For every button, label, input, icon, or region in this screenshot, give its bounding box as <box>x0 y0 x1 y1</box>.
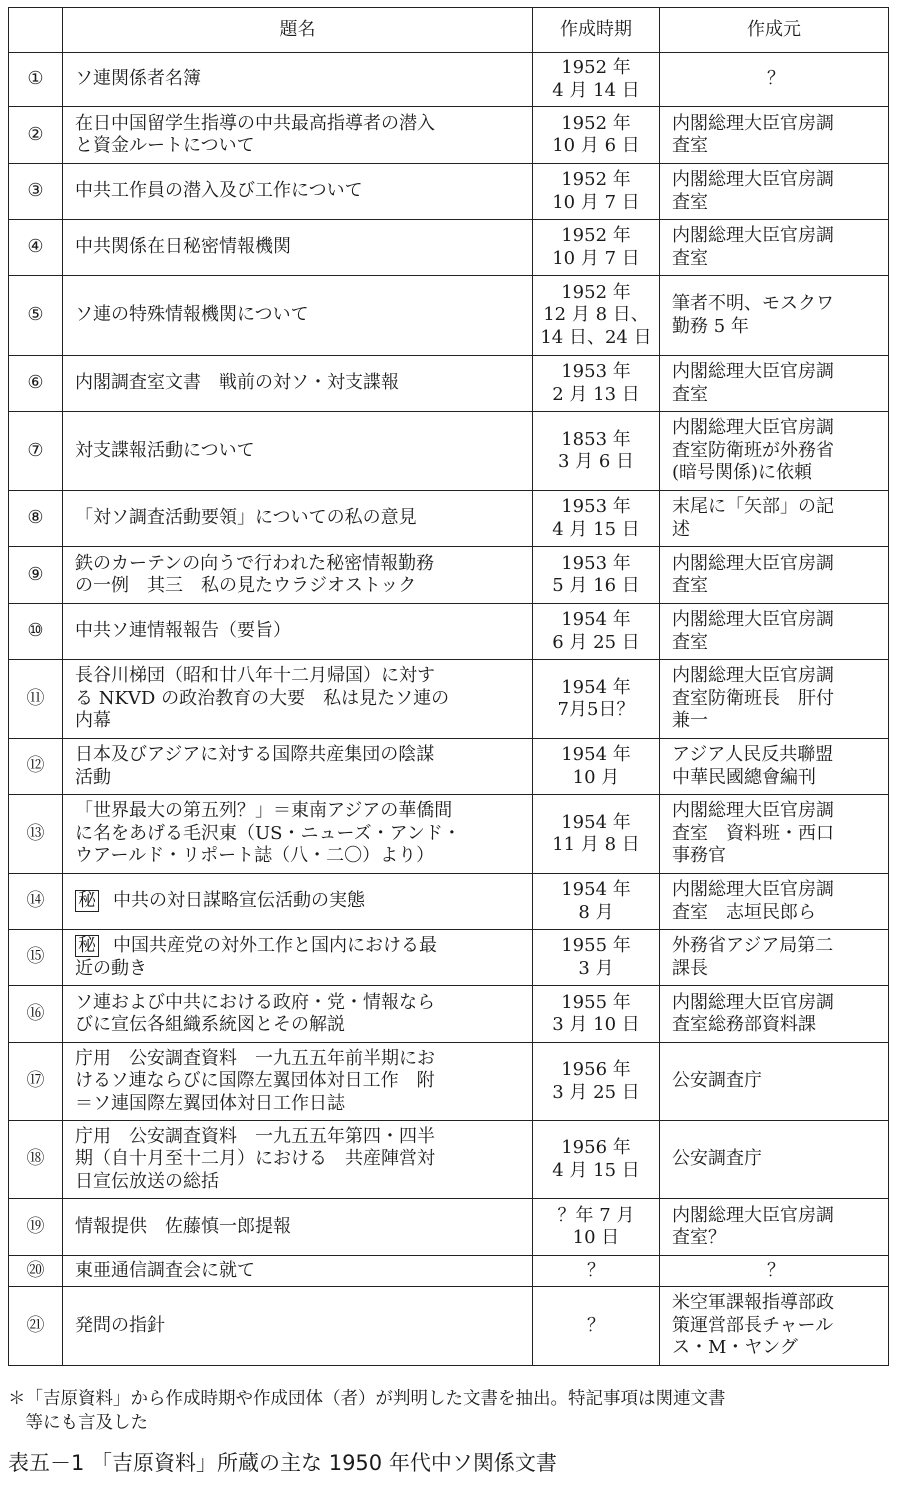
creation-date-cell <box>533 874 660 930</box>
creation-date: 1955 年 3 月 10 日 <box>552 991 640 1035</box>
origin: 内閣総理大臣官房調 査室 <box>672 361 834 405</box>
creation-date: 1954 年 8 月 <box>561 879 631 923</box>
document-title-cell <box>63 276 533 356</box>
header-date: 作成時期 <box>533 8 660 53</box>
row-number: ⑥ <box>9 356 63 412</box>
origin-cell <box>660 107 889 164</box>
origin: 内閣総理大臣官房調 査室？ <box>672 1204 834 1248</box>
table-row <box>9 356 889 412</box>
document-title-cell <box>63 107 533 164</box>
creation-date: 1953 年 2 月 13 日 <box>552 361 640 405</box>
document-title-cell <box>63 53 533 107</box>
creation-date-cell <box>533 739 660 795</box>
origin: 内閣総理大臣官房調 査室防衛班が外務省 (暗号関係)に依頼 <box>672 417 834 484</box>
creation-date-cell <box>533 1287 660 1366</box>
creation-date-cell <box>533 412 660 491</box>
table-row <box>9 660 889 739</box>
row-number: ㉑ <box>9 1287 63 1366</box>
origin-cell <box>660 1043 889 1121</box>
origin-cell <box>660 276 889 356</box>
row-number: ⑪ <box>9 660 63 739</box>
secret-stamp: 秘 <box>75 890 99 912</box>
table-row <box>9 930 889 986</box>
origin: 内閣総理大臣官房調 査室 <box>672 609 834 653</box>
header-origin: 作成元 <box>660 8 889 53</box>
document-title: 内閣調査室文書 戦前の対ソ・対支諜報 <box>75 372 399 394</box>
document-title-cell <box>63 1043 533 1121</box>
origin-cell <box>660 874 889 930</box>
table-row <box>9 547 889 604</box>
document-title: 中共工作員の潜入及び工作について <box>75 180 363 202</box>
row-number: ⑬ <box>9 795 63 874</box>
row-number: ① <box>9 53 63 107</box>
document-title-cell <box>63 874 533 930</box>
origin: 内閣総理大臣官房調 査室防衛班長 肝付 兼一 <box>672 665 834 732</box>
table-row <box>9 53 889 107</box>
origin-cell <box>660 795 889 874</box>
row-number: ⑭ <box>9 874 63 930</box>
table-row <box>9 220 889 276</box>
creation-date: ？年 7 月 10 日 <box>557 1204 635 1248</box>
creation-date-cell <box>533 1121 660 1199</box>
document-title-cell <box>63 930 533 986</box>
creation-date: 1954 年 7月5日？ <box>557 676 635 720</box>
row-number: ④ <box>9 220 63 276</box>
creation-date-cell <box>533 1256 660 1287</box>
document-title-cell <box>63 220 533 276</box>
origin: 内閣総理大臣官房調 査室総務部資料課 <box>672 991 834 1035</box>
table-row <box>9 795 889 874</box>
document-title-cell <box>63 1287 533 1366</box>
row-number: ⑳ <box>9 1256 63 1287</box>
row-number: ② <box>9 107 63 164</box>
origin-cell <box>660 220 889 276</box>
creation-date: 1952 年 12 月 8 日、 14 日、24 日 <box>540 281 652 348</box>
origin: 内閣総理大臣官房調 査室 資料班・西口 事務官 <box>672 800 834 867</box>
origin: アジア人民反共聯盟 中華民國總會編刊 <box>672 744 834 788</box>
document-title: 庁用 公安調査資料 一九五五年前半期にお けるソ連ならびに国際左翼団体対日工作 附 ＝ソ連国際左翼団体対日工作日誌 <box>75 1047 435 1114</box>
creation-date-cell <box>533 986 660 1043</box>
creation-date-cell <box>533 1199 660 1256</box>
origin-cell <box>660 412 889 491</box>
origin: ？ <box>767 68 785 90</box>
row-number: ③ <box>9 164 63 220</box>
origin: 内閣総理大臣官房調 査室 <box>672 169 834 213</box>
secret-stamp: 秘 <box>75 935 99 957</box>
creation-date: 1952 年 10 月 7 日 <box>552 169 640 213</box>
creation-date-cell <box>533 220 660 276</box>
row-number: ⑩ <box>9 604 63 660</box>
origin-cell <box>660 1256 889 1287</box>
table-body <box>9 53 889 1366</box>
creation-date-cell <box>533 164 660 220</box>
origin: 米空軍課報指導部政 策運営部長チャール ス・M・ヤング <box>672 1292 834 1359</box>
table-row <box>9 986 889 1043</box>
row-number: ⑤ <box>9 276 63 356</box>
creation-date-cell <box>533 660 660 739</box>
creation-date: 1952 年 10 月 6 日 <box>552 112 640 156</box>
document-title: 「世界最大の第五列？」＝東南アジアの華僑間 に名をあげる毛沢東（US・ニューズ・アンド・ ウアールド・リポート誌（八・二〇）より） <box>75 800 461 867</box>
creation-date: 1956 年 3 月 25 日 <box>552 1059 640 1103</box>
creation-date-cell <box>533 604 660 660</box>
creation-date-cell <box>533 930 660 986</box>
origin: 内閣総理大臣官房調 査室 <box>672 112 834 156</box>
document-title-cell <box>63 660 533 739</box>
document-title-cell <box>63 356 533 412</box>
document-title: 対支諜報活動について <box>75 439 255 461</box>
creation-date-cell <box>533 1043 660 1121</box>
document-title: 鉄のカーテンの向うで行われた秘密情報勤務 の一例 其三 私の見たウラジオストック <box>75 552 435 596</box>
table-row <box>9 412 889 491</box>
row-number: ⑯ <box>9 986 63 1043</box>
creation-date-cell <box>533 547 660 604</box>
document-title: 中共関係在日秘密情報機関 <box>75 236 291 258</box>
row-number: ⑫ <box>9 739 63 795</box>
origin-cell <box>660 164 889 220</box>
row-number: ⑱ <box>9 1121 63 1199</box>
creation-date-cell <box>533 53 660 107</box>
origin-cell <box>660 660 889 739</box>
origin: 公安調査庁 <box>672 1148 762 1170</box>
document-title-cell <box>63 1256 533 1287</box>
origin-cell <box>660 53 889 107</box>
table-row <box>9 874 889 930</box>
creation-date: 1954 年 10 月 <box>561 744 631 788</box>
creation-date: 1853 年 3 月 6 日 <box>557 428 635 472</box>
document-title: ソ連関係者名簿 <box>75 68 201 90</box>
document-title-cell <box>63 547 533 604</box>
row-number: ⑨ <box>9 547 63 604</box>
table-row <box>9 1043 889 1121</box>
origin-cell <box>660 356 889 412</box>
creation-date: 1952 年 4 月 14 日 <box>552 57 640 101</box>
document-title: 日本及びアジアに対する国際共産集団の陰謀 活動 <box>75 744 435 788</box>
origin-cell <box>660 930 889 986</box>
document-title-cell <box>63 1121 533 1199</box>
origin-cell <box>660 986 889 1043</box>
document-title: 「対ソ調査活動要領」についての私の意見 <box>75 507 417 529</box>
document-title: 中共ソ連情報報告（要旨） <box>75 620 291 642</box>
creation-date-cell <box>533 795 660 874</box>
origin: 公安調査庁 <box>672 1070 762 1092</box>
table-row <box>9 604 889 660</box>
document-title-cell <box>63 604 533 660</box>
creation-date: ？ <box>587 1314 605 1336</box>
document-title-cell <box>63 739 533 795</box>
origin: 筆者不明、モスクワ 勤務 5 年 <box>672 293 834 337</box>
header-number <box>9 8 63 53</box>
creation-date: 1954 年 11 月 8 日 <box>552 811 640 855</box>
document-title: 中共の対日謀略宣伝活動の実態 <box>113 890 365 912</box>
table-header-row <box>9 8 889 53</box>
origin: 内閣総理大臣官房調 査室 <box>672 225 834 269</box>
row-number: ⑮ <box>9 930 63 986</box>
creation-date-cell <box>533 276 660 356</box>
table-row <box>9 739 889 795</box>
creation-date: 1956 年 4 月 15 日 <box>552 1137 640 1181</box>
origin-cell <box>660 1121 889 1199</box>
table-row <box>9 1256 889 1287</box>
document-title: 長谷川梯団（昭和廿八年十二月帰国）に対す る NKVD の政治教育の大要 私は見たソ連の 内幕 <box>75 665 450 732</box>
row-number: ⑦ <box>9 412 63 491</box>
table-row <box>9 164 889 220</box>
origin-cell <box>660 739 889 795</box>
table-row <box>9 491 889 547</box>
origin-cell <box>660 491 889 547</box>
document-title-cell <box>63 412 533 491</box>
table-row <box>9 107 889 164</box>
row-number: ⑧ <box>9 491 63 547</box>
table-row <box>9 276 889 356</box>
creation-date-cell <box>533 491 660 547</box>
creation-date: ？ <box>587 1259 605 1281</box>
creation-date: 1953 年 5 月 16 日 <box>552 552 640 596</box>
creation-date-cell <box>533 107 660 164</box>
origin: 末尾に「矢部」の記 述 <box>672 496 834 540</box>
document-title: 在日中国留学生指導の中共最高指導者の潜入 と資金ルートについて <box>75 112 435 156</box>
origin: 内閣総理大臣官房調 査室 志垣民郎ら <box>672 879 834 923</box>
table-row <box>9 1287 889 1366</box>
origin-cell <box>660 1287 889 1366</box>
origin: 内閣総理大臣官房調 査室 <box>672 552 834 596</box>
document-title-cell <box>63 986 533 1043</box>
origin-cell <box>660 547 889 604</box>
creation-date: 1952 年 10 月 7 日 <box>552 225 640 269</box>
creation-date: 1953 年 4 月 15 日 <box>552 496 640 540</box>
table-row <box>9 1199 889 1256</box>
table-caption: 表五－1 「吉原資料」所蔵の主な 1950 年代中ソ関係文書 <box>8 1451 557 1475</box>
document-title: 情報提供 佐藤慎一郎提報 <box>75 1215 291 1237</box>
document-title: 東亜通信調査会に就て <box>75 1259 255 1281</box>
document-title: 中国共産党の対外工作と国内における最 近の動き <box>75 935 437 979</box>
footnote: ＊「吉原資料」から作成時期や作成団体（者）が判明した文書を抽出。特記事項は関連文書 等にも言及した <box>8 1389 726 1433</box>
document-title-cell <box>63 795 533 874</box>
documents-table <box>8 7 889 1366</box>
origin: ？ <box>767 1259 785 1281</box>
document-title: ソ連および中共における政府・党・情報なら びに宣伝各組織系統図とその解説 <box>75 991 435 1035</box>
origin: 外務省アジア局第二 課長 <box>672 935 834 979</box>
creation-date-cell <box>533 356 660 412</box>
creation-date: 1955 年 3 月 <box>561 935 631 979</box>
document-title: 発問の指針 <box>75 1314 165 1336</box>
document-title-cell <box>63 1199 533 1256</box>
row-number: ⑰ <box>9 1043 63 1121</box>
document-title-cell <box>63 164 533 220</box>
header-title: 題名 <box>63 8 533 53</box>
creation-date: 1954 年 6 月 25 日 <box>552 609 640 653</box>
table-row <box>9 1121 889 1199</box>
document-title-cell <box>63 491 533 547</box>
row-number: ⑲ <box>9 1199 63 1256</box>
origin-cell <box>660 604 889 660</box>
origin-cell <box>660 1199 889 1256</box>
document-title: ソ連の特殊情報機関について <box>75 304 309 326</box>
document-title: 庁用 公安調査資料 一九五五年第四・四半 期（自十月至十二月）における 共産陣営対 日宣伝放送の総括 <box>75 1125 435 1192</box>
